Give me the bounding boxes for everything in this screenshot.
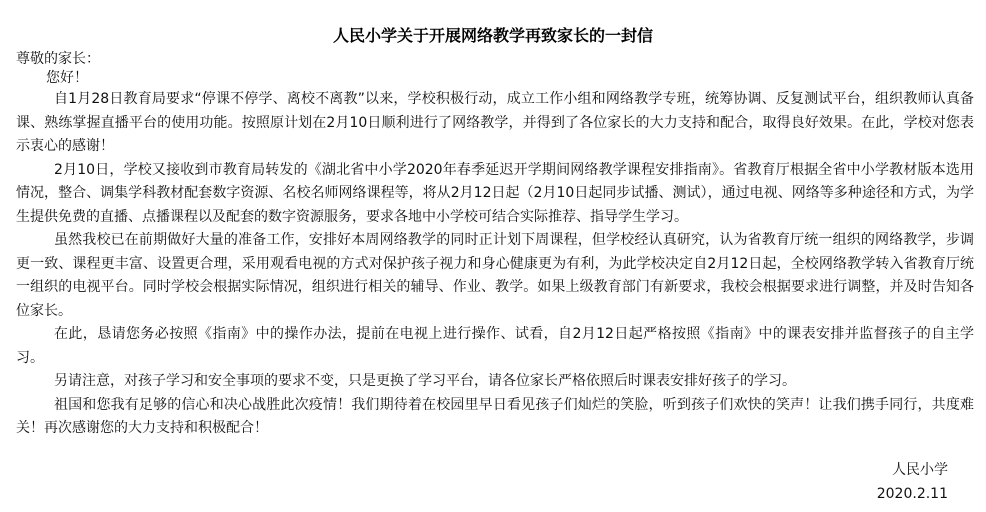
paragraph-6: 祖国和您我有足够的信心和决心战胜此次疫情！我们期待着在校园里早日看见孩子们灿烂的笑脸，听到孩子们欢快的笑声！让我们携手同行，共度难关！再次感谢您的大力支持和积极配合！ bbox=[16, 396, 974, 436]
letter-body bbox=[16, 88, 974, 441]
paragraph-3: 虽然我校已在前期做好大量的准备工作，安排好本周网络教学的同时正计划下周课程，但学校经认真研究，认为省教育厅统一组织的网络教学，步调更一致、课程更丰富、设置更合理，采用观看电视的方式对保护孩子视力和身心健康更为有利，为此学校决定自2月12日起，全校网络教学转入省教育厅统一组织的电视平台。同时学校会根据实际情况，组织进行相关的辅导、作业、教学。如果上级教育部门有新要求，我校会根据要求进行调整，并及时告知各位家长。 bbox=[16, 232, 974, 319]
signature: 人民小学 bbox=[892, 462, 948, 478]
paragraph-1: 自1月28日教育局要求“停课不停学、离校不离教”以来，学校积极行动，成立工作小组和网络教学专班，统筹协调、反复测试平台，组织教师认真备课、熟练掌握直播平台的使用功能。按照原计划在2月10日顺利进行了网络教学，并得到了各位家长的大力支持和配合，取得良好效果。在此，学校对您表示衷心的感谢！ bbox=[16, 91, 974, 154]
salutation: 尊敬的家长： bbox=[16, 51, 100, 67]
greeting: 您好！ bbox=[46, 70, 88, 86]
paragraph-2: 2月10日，学校又接收到市教育局转发的《湖北省中小学2020年春季延迟开学期间网络教学课程安排指南》。省教育厅根据全省中小学教材版本选用情况，整合、调集学科教材配套数字资源、名校名师网络课程等，将从2月12日起（2月10日起同步试播、测试），通过电视、网络等多种途径和方式，为学生提供免费的直播、点播课程以及配套的数字资源服务，要求各地中小学校可结合实际推荐、指导学生学习。 bbox=[16, 161, 974, 225]
paragraph-4: 在此，恳请您务必按照《指南》中的操作办法，提前在电视上进行操作、试看，自2月12日起严格按照《指南》中的课表安排并监督孩子的自主学习。 bbox=[16, 326, 974, 366]
paragraph-5: 另请注意，对孩子学习和安全事项的要求不变，只是更换了学习平台，请各位家长严格依照后时课表安排好孩子的学习。 bbox=[54, 373, 796, 389]
letter-title: 人民小学关于开展网络教学再致家长的一封信 bbox=[332, 26, 653, 45]
letter-date: 2020.2.11 bbox=[876, 486, 948, 502]
